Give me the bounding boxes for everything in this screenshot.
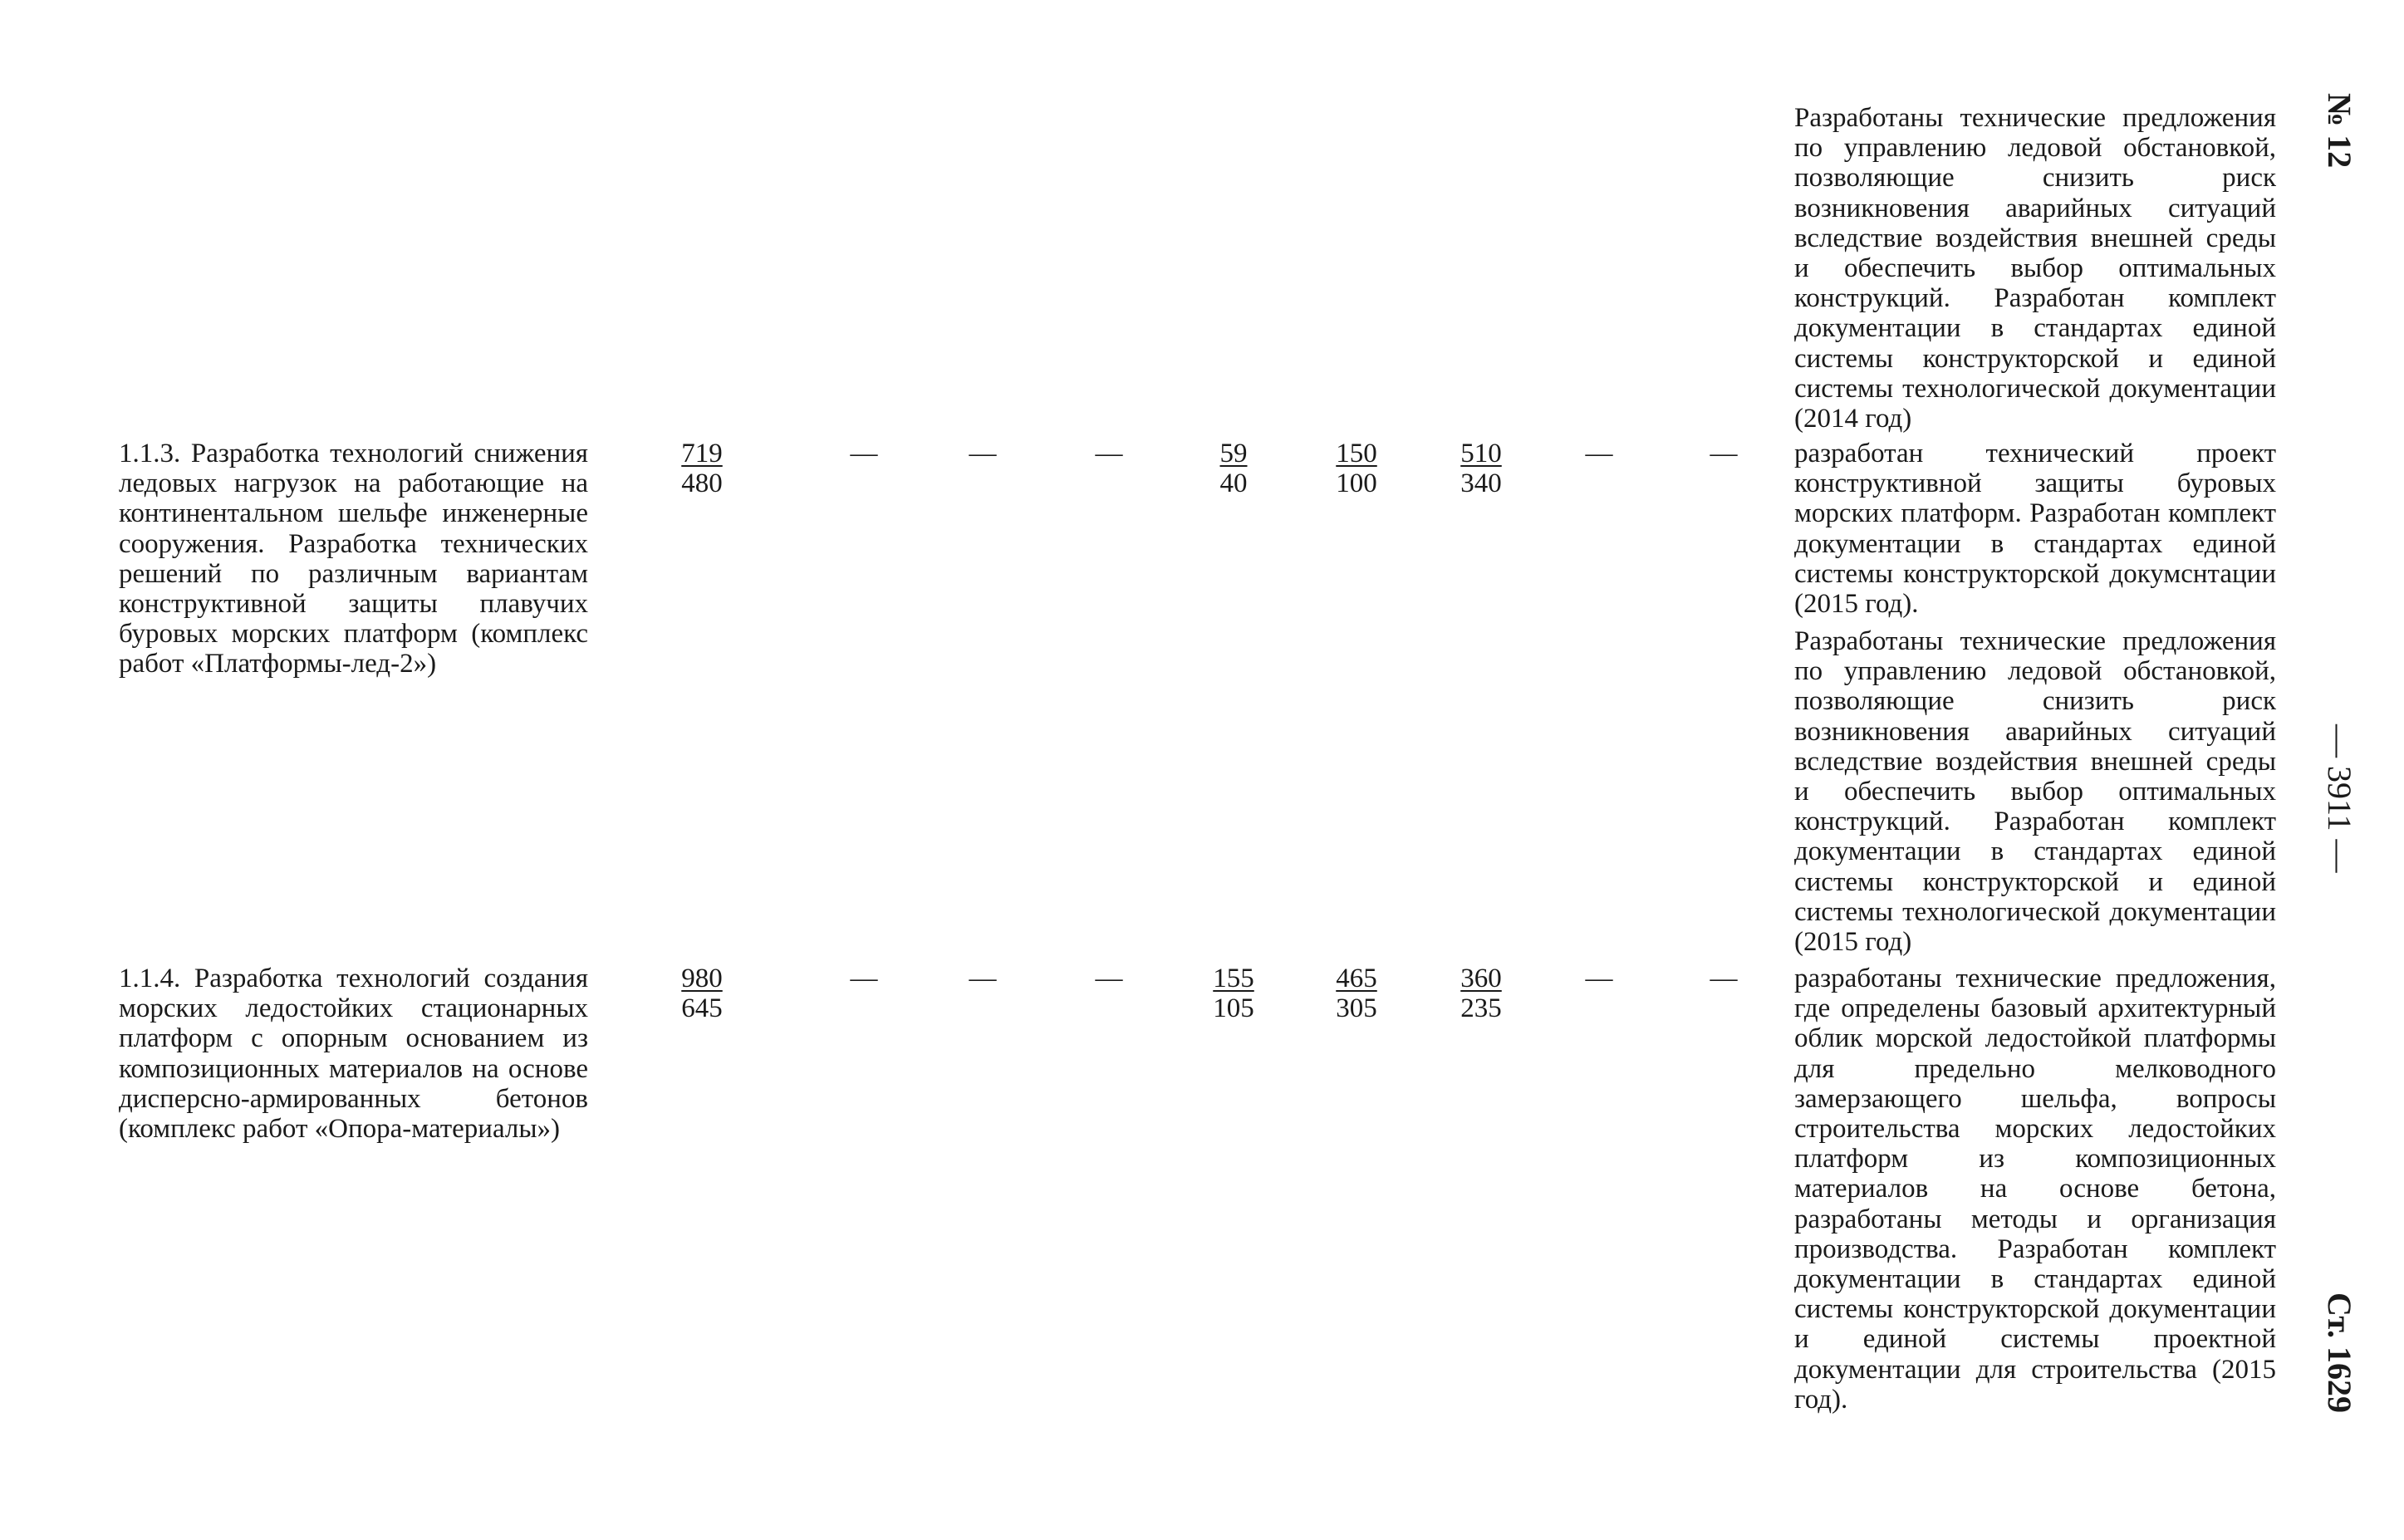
row-1-1-3-dash-1: — (850, 439, 878, 468)
issue-number: № 12 (2321, 93, 2358, 169)
row-1-1-4-year-2 (1323, 964, 1390, 1023)
row-1-1-3-total-den: 480 (681, 468, 723, 498)
row-1-1-4-dash-4: — (1585, 964, 1613, 993)
row-1-1-3-year-3 (1448, 439, 1514, 498)
row-1-1-4-dash-2: — (969, 964, 997, 993)
row-1-1-3-year-3-den: 340 (1460, 468, 1502, 498)
row-1-1-3-year-1 (1200, 439, 1267, 498)
row-1-1-4-dash-3: — (1095, 964, 1123, 993)
row-1-1-3-year-2-den: 100 (1336, 468, 1377, 498)
row-1-1-3-year-1-den: 40 (1219, 468, 1248, 498)
row-1-1-3-dash-2: — (969, 439, 997, 468)
row-1-1-4-total-den: 645 (681, 993, 723, 1023)
row-1-1-4-description: 1.1.4. Разработка технологий создания морских ледостойких стационарных платформ с опорным основанием из композиционных материалов на основе дисперсно-армированных бетонов (комплекс работ «Опора-материалы») (119, 964, 588, 1145)
row-1-1-3-result-2: Разработаны технические предложения по управлению ледовой обстановкой, позволяющие снизить риск возникновения аварийных ситуаций вследствие воздействия внешней среды и обеспечить выбор оптимальных конструкций. Разработан комплект документации в стандартах единой системы конструкторской и единой системы технологической документации (2015 год) (1794, 626, 2276, 958)
row-1-1-4-dash-1: — (850, 964, 878, 993)
row-1-1-3-year-2 (1323, 439, 1390, 498)
row-1-1-4-year-1 (1200, 964, 1267, 1023)
row-1-1-3-total (669, 439, 735, 498)
row-1-1-3-dash-3: — (1095, 439, 1123, 468)
row-1-1-4-year-3 (1448, 964, 1514, 1023)
row-1-1-3-result-1: разработан технический проект конструктивной защиты буровых морских платформ. Разработан комплект документации в стандартах единой системы конструкторской докумснтации (2015 год). (1794, 439, 2276, 620)
row-1-1-4-total (669, 964, 735, 1023)
row-1-1-4-result-1: разработаны технические предложения, где определены базовый архитектурный облик морской ледостойкой платформы для предельно мелководного замерзающего шельфа, вопросы строительства морских ледостойких платформ из композиционных материалов на основе бетона, разработаны методы и организация производства. Разработан комплект документации в стандартах единой системы конструкторской документации и единой системы проектной документации для строительства (2015 год). (1794, 964, 2276, 1415)
row-1-1-3-total-num: 719 (681, 439, 723, 468)
article-number: Ст. 1629 (2321, 1292, 2358, 1413)
row-1-1-4-year-1-num: 155 (1213, 964, 1254, 993)
row-1-1-3-dash-5: — (1710, 439, 1738, 468)
row-1-1-3-dash-4: — (1585, 439, 1613, 468)
row-1-1-3-year-3-num: 510 (1460, 439, 1502, 468)
row-1-1-3-description: 1.1.3. Разработка технологий снижения ледовых нагрузок на работающие на континентальном шельфе инженерные сооружения. Разработка технических решений по различным вариантам конструктивной защиты плавучих буровых морских платформ (комплекс работ «Платформы-лед-2») (119, 439, 588, 679)
row-1-1-4-year-2-den: 305 (1336, 993, 1377, 1023)
row-1-1-4-year-2-num: 465 (1336, 964, 1377, 993)
row-1-1-3-year-1-num: 59 (1219, 439, 1248, 468)
row-1-1-4-year-3-den: 235 (1460, 993, 1502, 1023)
page-number: — 3911 — (2321, 724, 2358, 873)
row-1-1-4-total-num: 980 (681, 964, 723, 993)
row-1-1-4-year-1-den: 105 (1213, 993, 1254, 1023)
row-1-1-3-year-2-num: 150 (1336, 439, 1377, 468)
top-result-text: Разработаны технические предложения по управлению ледовой обстановкой, позволяющие снизить риск возникновения аварийных ситуаций вследствие воздействия внешней среды и обеспечить выбор оптимальных конструкций. Разработан комплект документации в стандартах единой системы конструкторской и единой системы технологической документации (2014 год) (1794, 103, 2276, 434)
row-1-1-4-year-3-num: 360 (1460, 964, 1502, 993)
row-1-1-4-dash-5: — (1710, 964, 1738, 993)
